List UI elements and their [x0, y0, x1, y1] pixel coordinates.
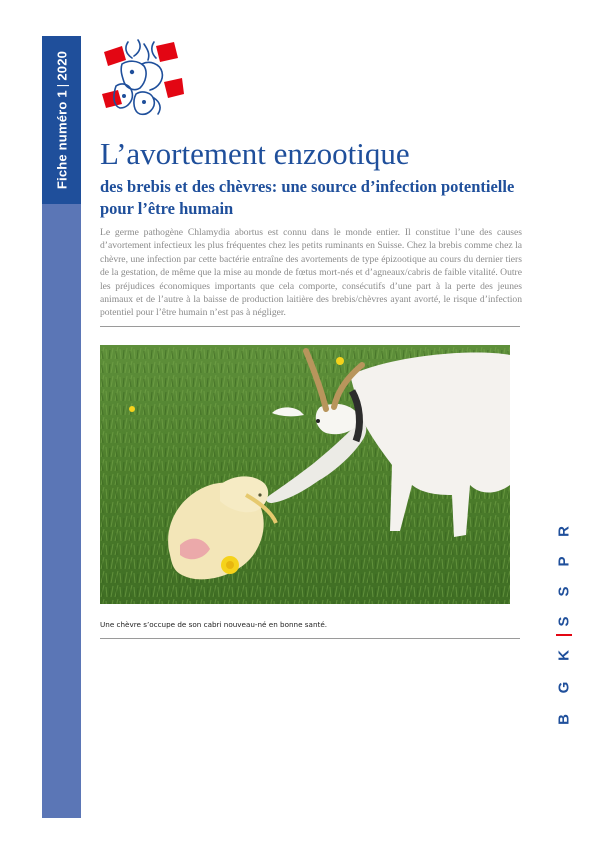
sidebar-band — [42, 36, 81, 818]
fiche-year: 2020 — [54, 50, 69, 81]
brand-red-divider — [556, 634, 572, 636]
goat-photo — [100, 345, 510, 604]
fiche-separator: | — [54, 83, 69, 88]
document-title: L’avortement enzootique — [100, 136, 410, 171]
fiche-number-label — [54, 51, 69, 189]
photo-caption: Une chèvre s’occupe de son cabri nouveau-né en bonne santé. — [100, 620, 328, 629]
bgk-sspr-brand — [553, 522, 575, 732]
brand-letter-s1: S — [555, 616, 573, 627]
logo-red-square-3 — [164, 78, 184, 98]
brand-letter-g: G — [555, 681, 573, 694]
logo-red-square-2 — [156, 42, 178, 62]
brand-letter-b: B — [555, 714, 573, 725]
brand-letter-r: R — [555, 526, 573, 537]
goat-photo-illustration — [100, 345, 510, 604]
sidebar-title-block — [42, 36, 81, 204]
brand-letter-k: K — [555, 650, 573, 661]
divider-top — [100, 326, 520, 327]
intro-paragraph: Le germe pathogène Chlamydia abortus est connu dans le monde entier. Il constitue l’une des causes d’avortement infectieux les plus fréquentes chez les petits ruminants en Suisse. Chez la brebis comme chez la chèvre, une infection par cette bactérie entraîne des avortements de type épizootique au cours du dernier tiers de la gestation, de même que la mise au monde de fœtus mort-nés et d’agneaux/cabris de faible vitalité. Outre les préjudices économiques importants que cela comporte, consécutifs d’une part à la perte des jeunes animaux et de l’autre à la baisse de production laitière des brebis/chèvres ayant avorté, le risque d’infection potentiel pour l’être humain n’est pas à négliger. — [100, 227, 522, 319]
brand-letter-p: P — [555, 556, 573, 567]
brand-letter-s2: S — [555, 586, 573, 597]
logo-red-square-4 — [102, 90, 122, 108]
divider-bottom — [100, 638, 520, 639]
animal-heads-logo — [98, 38, 184, 120]
fiche-label: Fiche numéro 1 — [54, 90, 69, 190]
document-subtitle: des brebis et des chèvres: une source d’infection potentielle pour l’être humain — [100, 177, 515, 218]
